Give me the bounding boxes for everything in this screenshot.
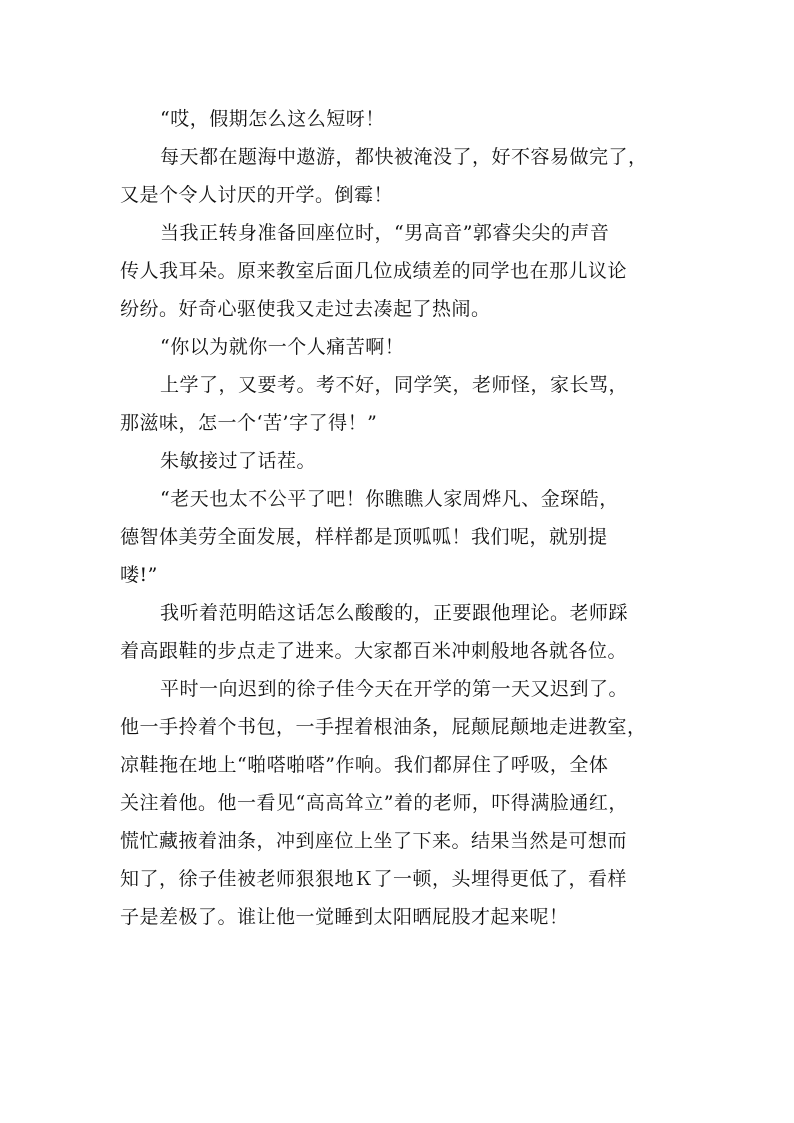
text-line: 凉鞋拖在地上“啪嗒啪嗒”作响。我们都屏住了呼吸，全体: [120, 754, 609, 776]
text-line: 纷纷。好奇心驱使我又走过去凑起了热闹。: [120, 298, 491, 320]
text-line: 朱敏接过了话茬。: [160, 450, 317, 472]
text-line: “哎，假期怎么这么短呀！: [160, 108, 385, 130]
document-body: [120, 100, 690, 936]
text-line: 着高跟鞋的步点走了进来。大家都百米冲刺般地各就各位。: [120, 640, 628, 662]
text-line: 他一手拎着个书包，一手捏着根油条，屁颠屁颠地走进教室，: [120, 716, 647, 738]
text-line: 那滋味，怎一个‘苦’字了得！”: [120, 412, 378, 434]
text-line: 知了，徐子佳被老师狠狠地Ｋ了一顿，头埋得更低了，看样: [120, 868, 628, 890]
text-line: 传人我耳朵。原来教室后面几位成绩差的同学也在那儿议论: [120, 260, 628, 282]
text-line: 德智体美劳全面发展，样样都是顶呱呱！我们呢，就别提: [120, 526, 608, 548]
text-line: “你以为就你一个人痛苦啊！: [160, 336, 405, 358]
text-line: 当我正转身准备回座位时，“男高音”郭睿尖尖的声音: [160, 222, 610, 244]
text-line: 关注着他。他一看见“高高耸立”着的老师，吓得满脸通红，: [120, 792, 628, 814]
text-line: 我听着范明皓这话怎么酸酸的，正要跟他理论。老师踩: [160, 602, 629, 624]
text-line: 慌忙藏掖着油条，冲到座位上坐了下来。结果当然是可想而: [120, 830, 628, 852]
text-line: 每天都在题海中遨游，都快被淹没了，好不容易做完了，: [160, 146, 648, 168]
text-line: 上学了，又要考。考不好，同学笑，老师怪，家长骂，: [160, 374, 629, 396]
text-line: 平时一向迟到的徐子佳今天在开学的第一天又迟到了。: [160, 678, 629, 700]
text-line: 子是差极了。谁让他一觉睡到太阳晒屁股才起来呢！: [120, 906, 569, 928]
text-line: “老天也太不公平了吧！你瞧瞧人家周烨凡、金琛皓，: [160, 488, 619, 510]
text-line: 又是个令人讨厌的开学。倒霉！: [120, 184, 394, 206]
text-line: 喽!”: [120, 564, 158, 586]
